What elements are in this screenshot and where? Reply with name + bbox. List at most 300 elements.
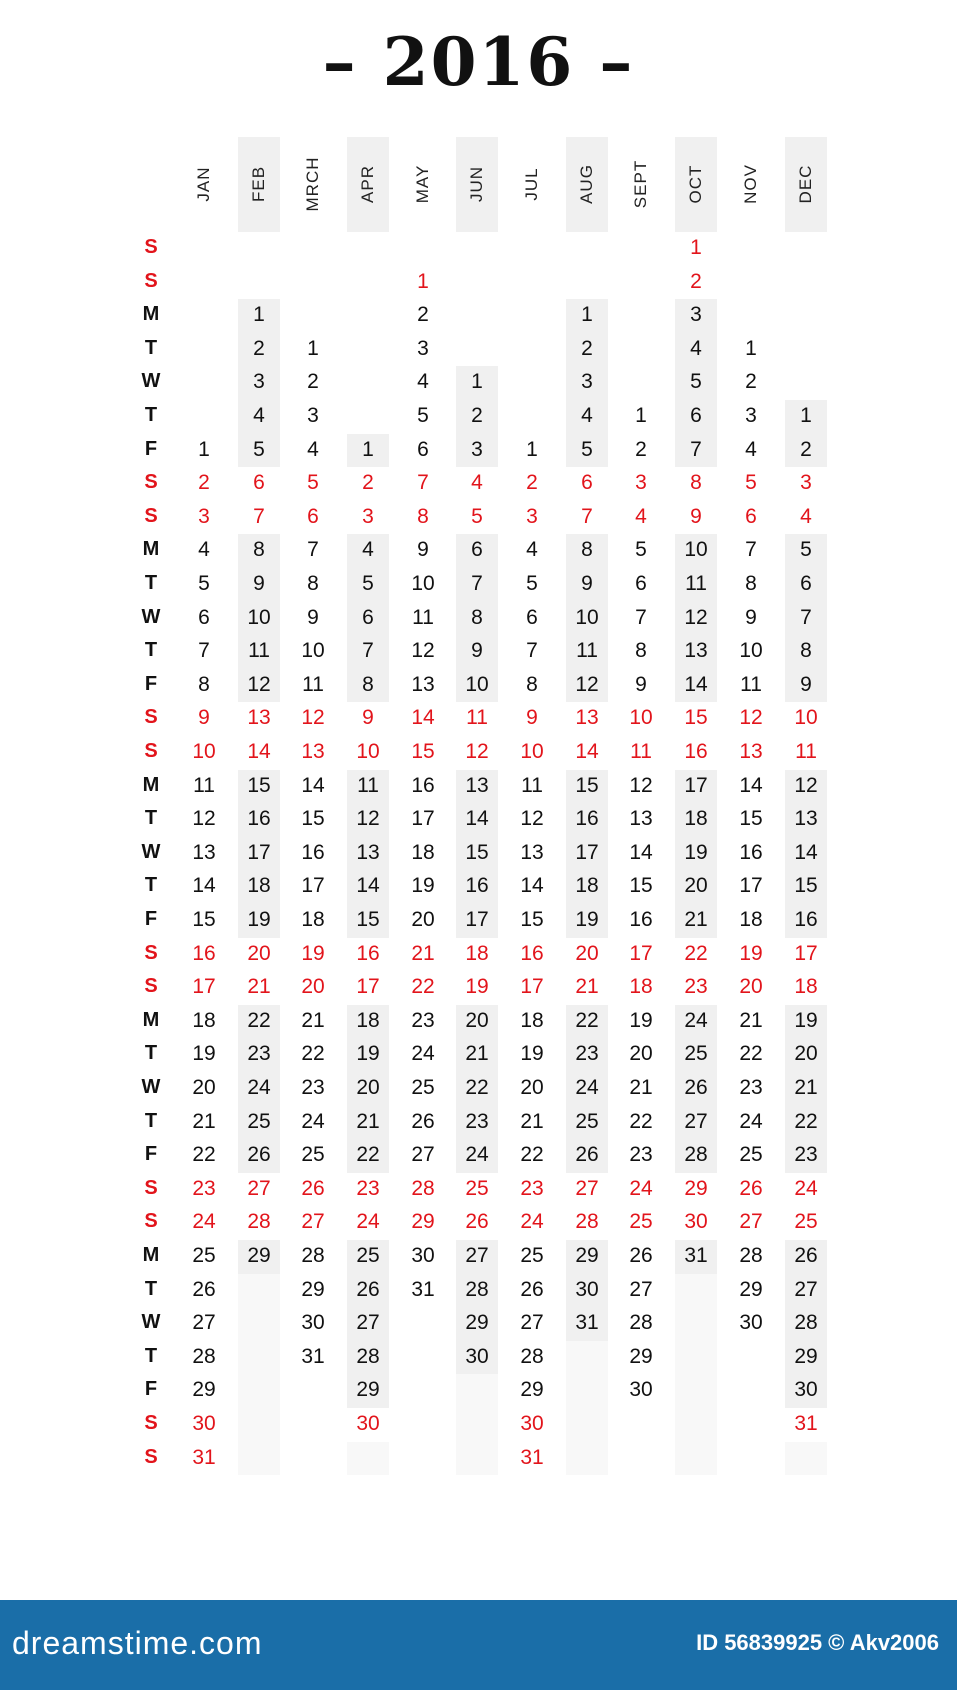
day-cell: 30: [575, 1277, 599, 1301]
day-cell: 14: [520, 874, 544, 898]
day-cell: 7: [581, 504, 593, 528]
month-name: FEB: [249, 165, 268, 203]
day-cell: 10: [301, 639, 325, 663]
day-cell: 2: [581, 336, 593, 360]
day-cell: 18: [192, 1008, 216, 1032]
day-cell: 15: [411, 740, 435, 763]
day-cell: 15: [684, 706, 708, 730]
day-cell: 18: [739, 908, 763, 931]
day-cell: 22: [411, 975, 435, 999]
day-cell: 11: [740, 672, 762, 696]
day-cell: 16: [739, 840, 763, 864]
day-cell: 31: [192, 1445, 216, 1469]
day-cell: 16: [247, 807, 271, 831]
day-cell: 6: [635, 572, 647, 595]
day-cell: 23: [520, 1176, 544, 1200]
day-cell: 3: [253, 370, 265, 394]
day-cell: 21: [411, 941, 435, 965]
day-cell: 3: [690, 303, 702, 327]
day-cell: 18: [575, 874, 599, 898]
day-cell: 29: [520, 1378, 544, 1402]
day-cell: 1: [362, 437, 374, 461]
day-cell: 15: [356, 908, 380, 931]
day-cell: 1: [417, 269, 429, 293]
day-cell: 13: [629, 807, 653, 831]
day-cell: 3: [362, 504, 374, 528]
day-cell: 2: [307, 370, 319, 394]
day-cell: 6: [800, 572, 812, 595]
day-cell: 23: [465, 1109, 489, 1133]
day-cell: 7: [800, 605, 812, 629]
day-cell: 27: [356, 1311, 380, 1335]
day-cell: 19: [192, 1042, 216, 1066]
day-cell: 24: [739, 1109, 763, 1133]
day-cell: 1: [800, 404, 812, 427]
day-cell: 3: [307, 404, 319, 427]
month-name: JUN: [467, 165, 486, 203]
day-cell: 4: [800, 504, 812, 528]
day-cell: 31: [411, 1277, 435, 1301]
day-cell: 27: [247, 1176, 271, 1200]
day-cell: 2: [198, 471, 210, 495]
day-cell: 6: [253, 471, 265, 495]
day-cell: 20: [575, 941, 599, 965]
day-cell: 16: [356, 941, 380, 965]
day-cell: 29: [465, 1311, 489, 1335]
day-cell: 6: [198, 605, 210, 629]
day-cell: 14: [739, 773, 763, 797]
day-cell: 1: [635, 404, 647, 427]
month-name: DEC: [796, 164, 815, 204]
day-cell: 27: [794, 1277, 818, 1301]
day-cell: 21: [356, 1109, 380, 1133]
day-cell: 18: [465, 941, 489, 965]
day-cell: 10: [411, 572, 435, 595]
day-cell: 25: [520, 1244, 544, 1267]
day-cell: 12: [629, 773, 653, 797]
month-header: [675, 137, 717, 232]
day-cell: 12: [575, 672, 599, 696]
day-cell: 29: [629, 1344, 653, 1368]
day-cell: 8: [581, 538, 593, 562]
weekday-label: T: [144, 1344, 158, 1367]
day-cell: 4: [362, 538, 374, 562]
day-cell: 24: [192, 1210, 216, 1234]
day-cell: 11: [248, 639, 270, 663]
day-cell: 3: [471, 437, 483, 461]
day-cell: 8: [417, 504, 429, 528]
day-cell: 28: [465, 1277, 489, 1301]
day-cell: 29: [247, 1244, 271, 1267]
day-cell: 30: [520, 1412, 544, 1435]
weekday-label: M: [142, 773, 160, 796]
day-cell: 17: [629, 941, 653, 965]
day-cell: 16: [411, 773, 435, 797]
day-cell: 23: [684, 975, 708, 999]
day-cell: 23: [192, 1176, 216, 1200]
day-cell: 17: [411, 807, 435, 831]
day-cell: 14: [684, 672, 708, 696]
day-cell: 8: [362, 672, 374, 696]
weekday-label: T: [144, 404, 158, 426]
day-cell: 6: [471, 538, 483, 562]
day-cell: 4: [690, 336, 702, 360]
day-cell: 28: [575, 1210, 599, 1234]
day-cell: 22: [575, 1008, 599, 1032]
day-cell: 26: [411, 1109, 435, 1133]
day-cell: 27: [411, 1143, 435, 1167]
month-name: APR: [358, 165, 377, 203]
weekday-label: W: [141, 1311, 161, 1334]
day-cell: 9: [362, 706, 374, 730]
day-cell: 18: [247, 874, 271, 898]
weekday-label: M: [142, 1008, 160, 1031]
day-cell: 27: [520, 1311, 544, 1335]
day-cell: 2: [635, 437, 647, 461]
day-cell: 4: [253, 404, 265, 427]
day-cell: 21: [739, 1008, 763, 1032]
page-title: – 2016 –: [322, 23, 635, 101]
day-cell: 4: [417, 370, 429, 394]
day-cell: 9: [581, 572, 593, 595]
day-cell: 17: [575, 840, 599, 864]
day-cell: 11: [576, 639, 598, 663]
day-cell: 29: [575, 1244, 599, 1267]
day-cell: 9: [417, 538, 429, 562]
day-cell: 25: [465, 1176, 489, 1200]
day-cell: 26: [575, 1143, 599, 1167]
day-cell: 18: [301, 908, 325, 931]
day-cell: 3: [417, 336, 429, 360]
day-cell: 2: [745, 370, 757, 394]
day-cell: 19: [301, 941, 325, 965]
weekday-label: M: [142, 303, 160, 326]
day-cell: 13: [356, 840, 380, 864]
day-cell: 9: [253, 572, 265, 595]
day-cell: 21: [301, 1008, 325, 1032]
day-cell: 20: [356, 1076, 380, 1099]
day-cell: 20: [247, 941, 271, 965]
day-cell: 1: [471, 370, 483, 394]
month-name: SEPT: [631, 159, 650, 209]
weekday-label: T: [144, 807, 158, 830]
day-cell: 27: [575, 1176, 599, 1200]
day-cell: 5: [417, 404, 429, 427]
trailing-shade: [456, 1374, 498, 1475]
day-cell: 19: [629, 1008, 653, 1032]
day-cell: 11: [685, 572, 707, 595]
day-cell: 10: [629, 706, 653, 730]
day-cell: 25: [739, 1143, 763, 1167]
day-cell: 20: [465, 1008, 489, 1032]
day-cell: 20: [629, 1042, 653, 1066]
day-cell: 11: [302, 672, 324, 696]
day-cell: 28: [192, 1344, 216, 1368]
month-header: [566, 137, 608, 232]
day-cell: 6: [307, 504, 319, 528]
day-cell: 16: [629, 908, 653, 931]
day-cell: 18: [684, 807, 708, 831]
day-cell: 28: [794, 1311, 818, 1335]
day-cell: 7: [690, 437, 702, 461]
month-header: [347, 137, 389, 232]
day-cell: 21: [684, 908, 708, 931]
day-cell: 6: [526, 605, 538, 629]
day-cell: 18: [356, 1008, 380, 1032]
day-cell: 16: [301, 840, 325, 864]
weekday-label: T: [144, 1109, 158, 1132]
month-header: [402, 137, 444, 232]
day-cell: 18: [794, 975, 818, 999]
day-cell: 12: [411, 639, 435, 663]
day-cell: 12: [794, 773, 818, 797]
day-cell: 5: [581, 437, 593, 461]
day-cell: 5: [745, 471, 757, 495]
day-cell: 21: [575, 975, 599, 999]
day-cell: 24: [301, 1109, 325, 1133]
day-cell: 30: [629, 1378, 653, 1402]
weekday-label: S: [144, 1445, 158, 1468]
day-cell: 18: [629, 975, 653, 999]
day-cell: 30: [465, 1344, 489, 1368]
day-cell: 22: [794, 1109, 818, 1133]
brand-logo[interactable]: dreamstime.com: [12, 1625, 263, 1661]
day-cell: 28: [629, 1311, 653, 1335]
day-cell: 11: [521, 773, 543, 797]
day-cell: 20: [739, 975, 763, 999]
weekday-label: F: [144, 908, 158, 930]
day-cell: 22: [192, 1143, 216, 1167]
month-name: JAN: [194, 166, 213, 202]
day-cell: 28: [739, 1244, 763, 1267]
day-cell: 6: [581, 471, 593, 495]
day-cell: 3: [526, 504, 538, 528]
day-cell: 17: [520, 975, 544, 999]
day-cell: 22: [739, 1042, 763, 1066]
weekday-label: W: [141, 840, 161, 863]
month-header: [785, 137, 827, 232]
weekday-label: W: [141, 605, 161, 628]
day-cell: 8: [635, 639, 647, 663]
day-cell: 4: [745, 437, 757, 461]
day-cell: 24: [794, 1176, 818, 1200]
day-cell: 27: [739, 1210, 763, 1234]
day-cell: 25: [684, 1042, 708, 1066]
day-cell: 14: [356, 874, 380, 898]
day-cell: 24: [684, 1008, 708, 1032]
day-cell: 20: [301, 975, 325, 999]
day-cell: 6: [690, 404, 702, 427]
month-name: MRCH: [303, 156, 322, 212]
day-cell: 17: [192, 975, 216, 999]
day-cell: 29: [301, 1277, 325, 1301]
weekday-label: F: [144, 1378, 158, 1401]
day-cell: 28: [684, 1143, 708, 1167]
day-cell: 26: [192, 1277, 216, 1301]
day-cell: 13: [411, 672, 435, 696]
day-cell: 29: [356, 1378, 380, 1402]
day-cell: 7: [471, 572, 483, 595]
day-cell: 31: [575, 1311, 599, 1335]
day-cell: 23: [247, 1042, 271, 1066]
day-cell: 3: [198, 504, 210, 528]
day-cell: 8: [253, 538, 265, 562]
day-cell: 13: [520, 840, 544, 864]
day-cell: 18: [411, 840, 435, 864]
trailing-shade: [347, 1442, 389, 1476]
day-cell: 1: [307, 336, 319, 360]
weekday-label: W: [141, 1076, 161, 1098]
day-cell: 4: [581, 404, 593, 427]
month-header: [620, 137, 662, 232]
day-cell: 12: [301, 706, 325, 730]
day-cell: 16: [794, 908, 818, 931]
day-cell: 26: [794, 1244, 818, 1267]
day-cell: 15: [575, 773, 599, 797]
day-cell: 9: [635, 672, 647, 696]
day-cell: 25: [356, 1244, 380, 1267]
month-name: MAY: [413, 164, 432, 204]
day-cell: 5: [471, 504, 483, 528]
day-cell: 8: [745, 572, 757, 595]
weekday-label: F: [144, 437, 158, 460]
month-header: [292, 137, 334, 232]
day-cell: 20: [192, 1076, 216, 1099]
weekday-label: S: [144, 1412, 158, 1434]
day-cell: 8: [690, 471, 702, 495]
day-cell: 10: [520, 740, 544, 763]
day-cell: 31: [684, 1244, 708, 1267]
day-cell: 5: [307, 471, 319, 495]
day-cell: 30: [684, 1210, 708, 1234]
day-cell: 30: [356, 1412, 380, 1435]
weekday-label: M: [142, 538, 160, 561]
day-cell: 11: [193, 773, 215, 797]
day-cell: 1: [253, 303, 265, 327]
day-cell: 5: [362, 572, 374, 595]
trailing-shade: [238, 1274, 280, 1476]
month-name: NOV: [741, 164, 760, 204]
day-cell: 21: [465, 1042, 489, 1066]
day-cell: 24: [629, 1176, 653, 1200]
day-cell: 26: [465, 1210, 489, 1234]
day-cell: 6: [745, 504, 757, 528]
day-cell: 9: [800, 672, 812, 696]
day-cell: 29: [794, 1344, 818, 1368]
trailing-shade: [675, 1274, 717, 1476]
day-cell: 26: [520, 1277, 544, 1301]
day-cell: 10: [356, 740, 380, 763]
day-cell: 7: [745, 538, 757, 562]
day-cell: 20: [684, 874, 708, 898]
day-cell: 15: [192, 908, 216, 931]
day-cell: 8: [471, 605, 483, 629]
day-cell: 1: [690, 236, 702, 259]
day-cell: 22: [684, 941, 708, 965]
day-cell: 10: [465, 672, 489, 696]
day-cell: 21: [192, 1109, 216, 1133]
day-cell: 10: [575, 605, 599, 629]
weekday-label: T: [144, 1277, 158, 1300]
day-cell: 28: [247, 1210, 271, 1234]
day-cell: 28: [301, 1244, 325, 1267]
day-cell: 8: [307, 572, 319, 595]
day-cell: 4: [471, 471, 483, 495]
weekday-label: S: [144, 740, 158, 762]
day-cell: 7: [253, 504, 265, 528]
day-cell: 2: [417, 303, 429, 327]
day-cell: 15: [794, 874, 818, 898]
month-header: [238, 137, 280, 232]
day-cell: 14: [794, 840, 818, 864]
weekday-label: F: [144, 1143, 158, 1166]
footer-bar: [0, 1600, 957, 1690]
day-cell: 3: [635, 471, 647, 495]
day-cell: 12: [247, 672, 271, 696]
weekday-label: S: [144, 504, 158, 527]
day-cell: 1: [581, 303, 593, 327]
weekday-label: S: [144, 1176, 158, 1199]
day-cell: 12: [520, 807, 544, 831]
day-cell: 9: [471, 639, 483, 663]
day-cell: 29: [684, 1176, 708, 1200]
day-cell: 24: [575, 1076, 599, 1099]
day-cell: 1: [526, 437, 538, 461]
day-cell: 29: [192, 1378, 216, 1402]
day-cell: 14: [575, 740, 599, 763]
stock-id: ID 56839925 © Akv2006: [696, 1630, 939, 1655]
day-cell: 10: [192, 740, 216, 763]
month-name: AUG: [577, 164, 596, 204]
month-header: [456, 137, 498, 232]
month-name: OCT: [686, 164, 705, 204]
day-cell: 22: [520, 1143, 544, 1167]
day-cell: 29: [411, 1210, 435, 1234]
trailing-shade: [785, 1442, 827, 1476]
day-cell: 7: [635, 605, 647, 629]
day-cell: 7: [362, 639, 374, 663]
day-cell: 20: [520, 1076, 544, 1099]
day-cell: 22: [629, 1109, 653, 1133]
month-header: [730, 137, 772, 232]
weekday-label: S: [144, 1210, 158, 1233]
day-cell: 4: [526, 538, 538, 562]
day-cell: 14: [192, 874, 216, 898]
day-cell: 27: [629, 1277, 653, 1301]
day-cell: 8: [198, 672, 210, 696]
day-cell: 14: [411, 706, 435, 730]
weekday-label: S: [144, 471, 158, 494]
day-cell: 30: [192, 1412, 216, 1435]
day-cell: 10: [739, 639, 763, 663]
day-cell: 22: [356, 1143, 380, 1167]
month-header: [511, 137, 553, 232]
day-cell: 19: [356, 1042, 380, 1066]
day-cell: 8: [526, 672, 538, 696]
day-cell: 19: [575, 908, 599, 931]
weekday-label: W: [141, 370, 161, 393]
weekday-label: M: [142, 1244, 160, 1266]
day-cell: 30: [411, 1244, 435, 1267]
day-cell: 18: [520, 1008, 544, 1032]
day-cell: 25: [794, 1210, 818, 1234]
day-cell: 2: [526, 471, 538, 495]
day-cell: 7: [307, 538, 319, 562]
day-cell: 7: [417, 471, 429, 495]
day-cell: 30: [739, 1311, 763, 1335]
day-cell: 5: [635, 538, 647, 562]
day-cell: 2: [253, 336, 265, 360]
